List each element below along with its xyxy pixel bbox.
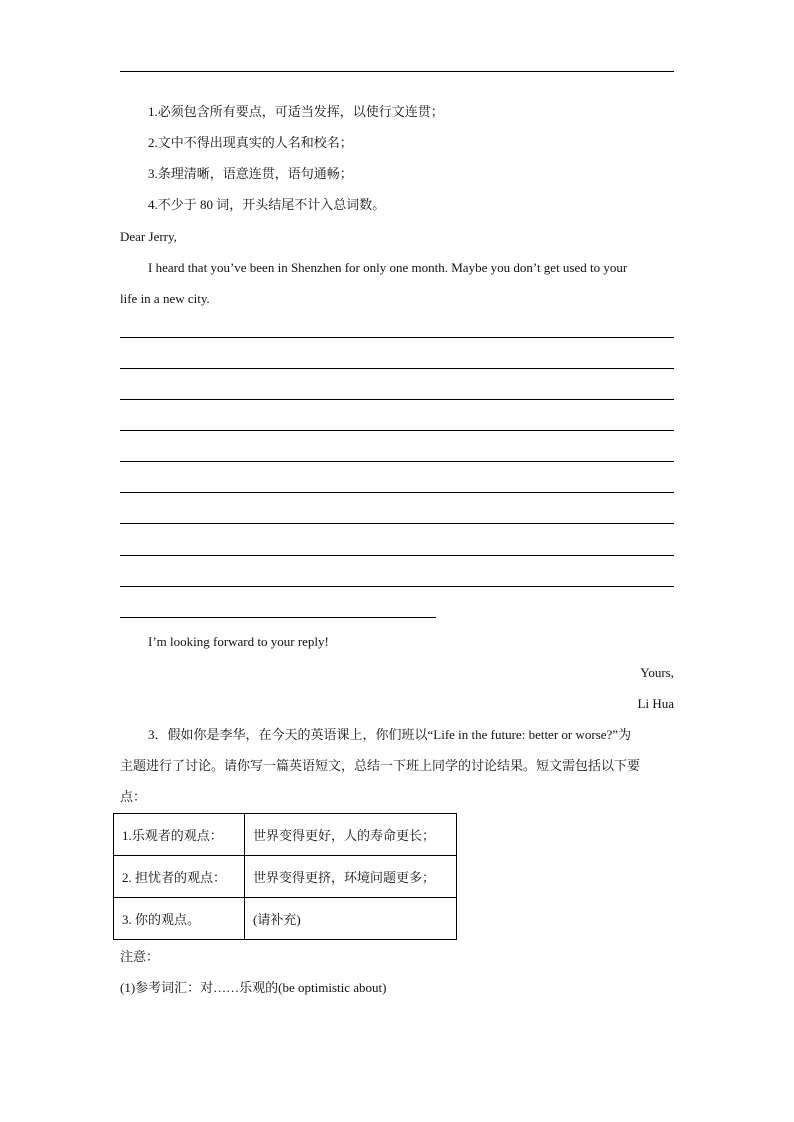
writing-line[interactable] <box>120 523 674 524</box>
table-row <box>114 856 457 898</box>
requirement-4: 4.不少于 80 词，开头结尾不计入总词数。 <box>148 197 386 212</box>
writing-line[interactable] <box>120 461 674 462</box>
writing-line[interactable] <box>120 430 674 431</box>
content-cell: 世界变得更好，人的寿命更长； <box>245 814 457 856</box>
letter-intro-line-2: life in a new city. <box>120 291 210 306</box>
writing-line[interactable] <box>120 337 674 338</box>
viewpoint-cell: 2. 担忧者的观点： <box>114 856 245 898</box>
table-row <box>114 814 457 856</box>
letter-intro-line-1: I heard that you’ve been in Shenzhen for only one month. Maybe you don’t get used to your <box>148 260 628 275</box>
writing-line[interactable] <box>120 586 674 587</box>
letter-signature: Li Hua <box>637 696 674 711</box>
letter-sign-off: Yours, <box>640 665 674 680</box>
viewpoint-cell: 1.乐观者的观点： <box>114 814 245 856</box>
header-rule <box>120 71 674 72</box>
viewpoint-cell: 3. 你的观点。 <box>114 898 245 940</box>
task3-line-1: 3．假如你是李华，在今天的英语课上，你们班以“Life in the future: better or worse?”为 <box>148 727 632 742</box>
content-cell: (请补充) <box>245 898 457 940</box>
writing-line[interactable] <box>120 368 674 369</box>
writing-line[interactable] <box>120 492 674 493</box>
letter-closing: I’m looking forward to your reply! <box>148 634 329 649</box>
note-1: (1)参考词汇：对……乐观的(be optimistic about) <box>120 980 387 995</box>
requirement-3: 3.条理清晰，语意连贯，语句通畅； <box>148 166 353 181</box>
task3-line-3: 点： <box>120 789 147 804</box>
writing-line[interactable] <box>120 555 674 556</box>
content-cell: 世界变得更挤，环境问题更多； <box>245 856 457 898</box>
table-row <box>114 898 457 940</box>
requirement-2: 2.文中不得出现真实的人名和校名； <box>148 135 353 150</box>
writing-line[interactable] <box>120 399 674 400</box>
letter-greeting: Dear Jerry, <box>120 229 177 244</box>
requirement-1: 1.必须包含所有要点，可适当发挥，以使行文连贯； <box>148 104 444 119</box>
task3-line-2: 主题进行了讨论。请你写一篇英语短文，总结一下班上同学的讨论结果。短文需包括以下要 <box>120 758 641 773</box>
viewpoints-table <box>113 813 457 940</box>
notes-title: 注意： <box>120 949 160 964</box>
writing-line-short[interactable] <box>120 617 436 618</box>
